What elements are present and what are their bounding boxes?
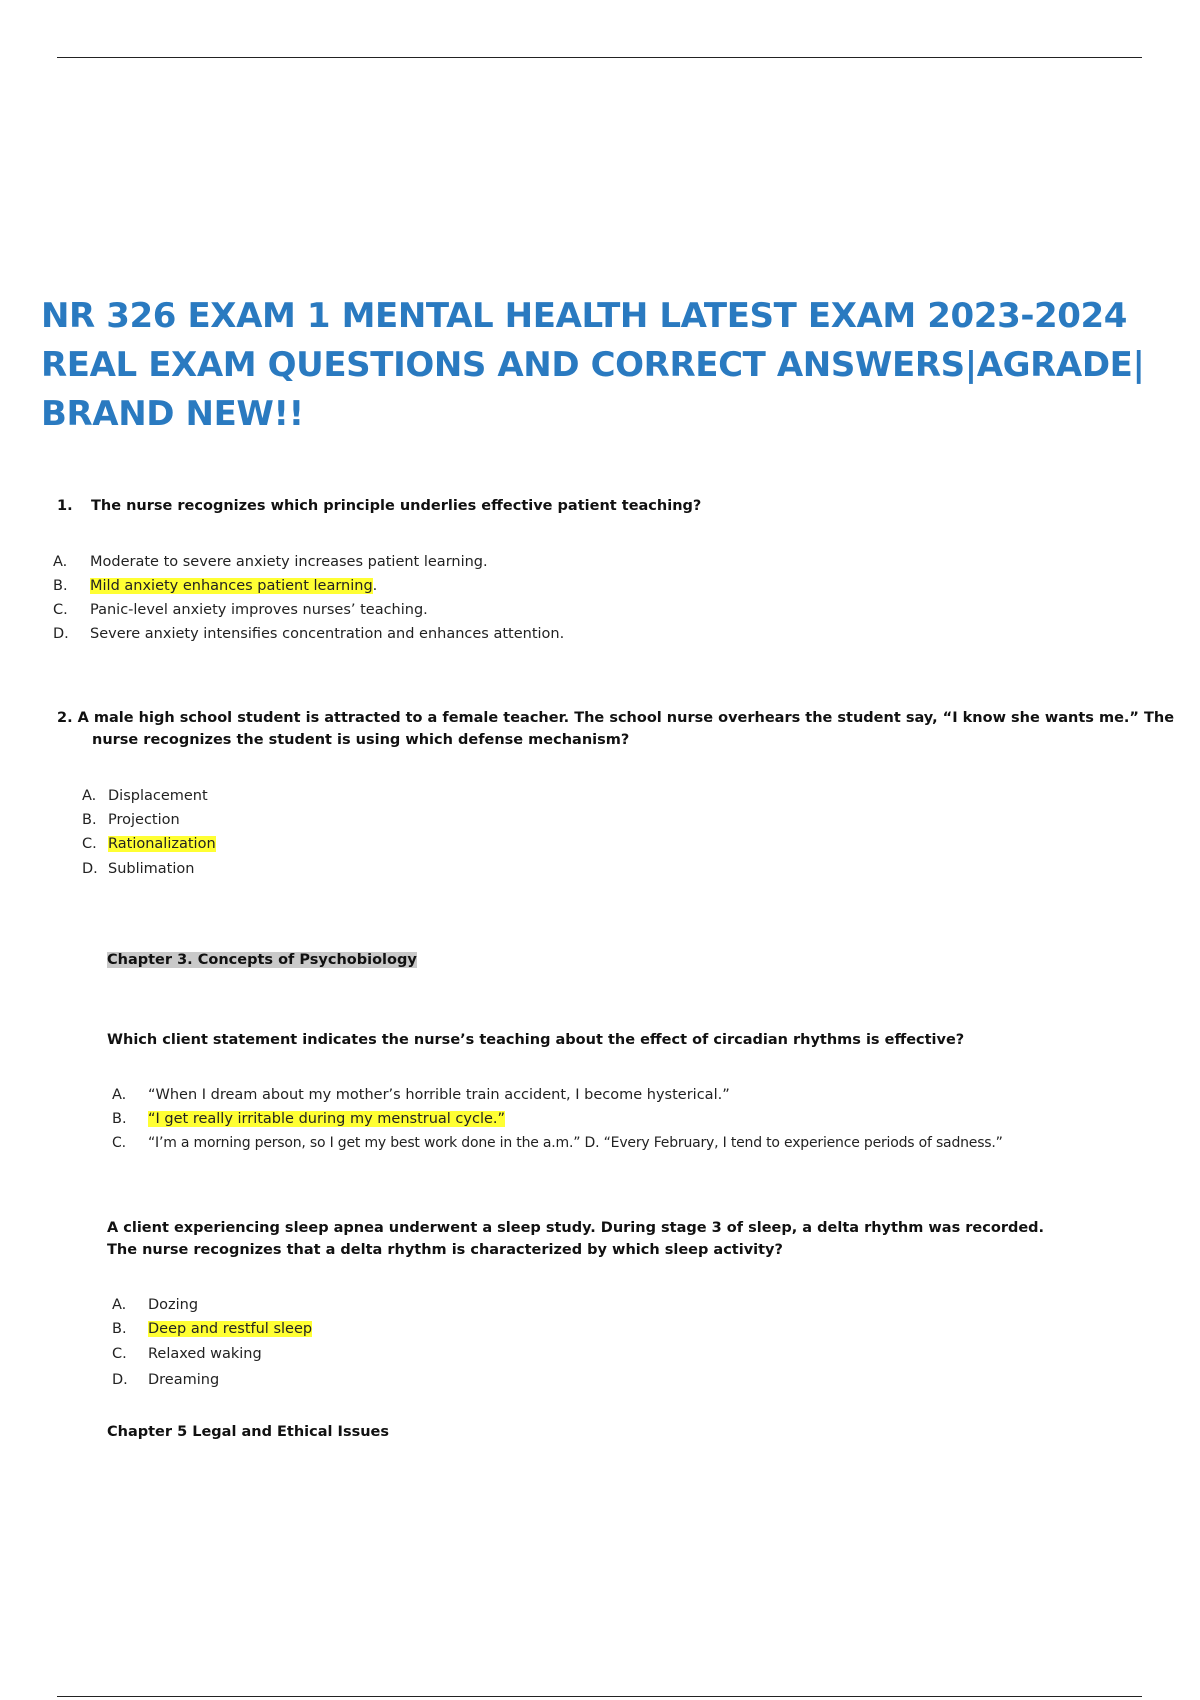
option-text: Dreaming bbox=[148, 1372, 220, 1388]
option-text: “When I dream about my mother’s horrible train accident, I become hysterical.” bbox=[148, 1087, 730, 1103]
answer-option bbox=[112, 1132, 1003, 1154]
answer-option-correct bbox=[112, 1108, 505, 1130]
chapter-heading bbox=[107, 1421, 389, 1443]
option-letter: A. bbox=[112, 1297, 127, 1313]
option-text-suffix: . bbox=[372, 578, 378, 594]
answer-option-correct bbox=[53, 575, 377, 597]
option-text: Severe anxiety intensifies concentration and enhances attention. bbox=[90, 626, 565, 642]
option-text-highlighted: Rationalization bbox=[108, 836, 216, 852]
answer-option bbox=[112, 1369, 219, 1391]
option-text: Panic-level anxiety improves nurses’ teaching. bbox=[90, 602, 428, 618]
option-text-highlighted: Deep and restful sleep bbox=[148, 1321, 313, 1337]
option-text: Moderate to severe anxiety increases patient learning. bbox=[90, 554, 488, 570]
option-text: Displacement bbox=[108, 788, 208, 804]
title-line: BRAND NEW!! bbox=[41, 394, 304, 434]
option-letter: B. bbox=[112, 1111, 127, 1127]
answer-option bbox=[112, 1343, 262, 1365]
question-1-text bbox=[57, 495, 701, 517]
option-text: Dozing bbox=[148, 1297, 199, 1313]
option-text: Sublimation bbox=[108, 861, 195, 877]
title-line: NR 326 EXAM 1 MENTAL HEALTH LATEST EXAM 2023-2024 bbox=[41, 296, 1128, 336]
answer-option bbox=[112, 1294, 198, 1316]
question-4-line-2: The nurse recognizes that a delta rhythm is characterized by which sleep activity? bbox=[107, 1242, 783, 1258]
question-number: 1. bbox=[57, 498, 73, 514]
chapter-heading-text: Chapter 3. Concepts of Psychobiology bbox=[107, 952, 417, 968]
option-letter: B. bbox=[82, 812, 97, 828]
answer-option-correct bbox=[112, 1318, 312, 1340]
question-2-line-2: nurse recognizes the student is using which defense mechanism? bbox=[92, 732, 630, 748]
answer-option-correct bbox=[82, 833, 216, 855]
answer-option bbox=[112, 1084, 730, 1106]
option-text: “I’m a morning person, so I get my best work done in the a.m.” D. “Every February, I tend to experience periods of sadness.” bbox=[148, 1135, 1003, 1151]
answer-option bbox=[82, 858, 194, 880]
answer-option bbox=[53, 551, 488, 573]
title-line: REAL EXAM QUESTIONS AND CORRECT ANSWERS|AGRADE| bbox=[41, 345, 1145, 385]
option-letter: C. bbox=[82, 836, 97, 852]
question-2-line-1: 2. A male high school student is attracted to a female teacher. The school nurse overhears the student say, “I know she wants me.” The bbox=[57, 710, 1175, 726]
answer-option bbox=[82, 809, 180, 831]
answer-option bbox=[53, 599, 428, 621]
option-text-highlighted: “I get really irritable during my menstrual cycle.” bbox=[148, 1111, 506, 1127]
chapter-heading-text: Chapter 5 Legal and Ethical Issues bbox=[107, 1424, 389, 1440]
option-letter: A. bbox=[112, 1087, 127, 1103]
document-title bbox=[41, 292, 1151, 439]
option-letter: C. bbox=[53, 602, 68, 618]
question-4-line-1: A client experiencing sleep apnea underwent a sleep study. During stage 3 of sleep, a delta rhythm was recorded. bbox=[107, 1220, 1045, 1236]
option-letter: A. bbox=[82, 788, 97, 804]
option-text-highlighted: Mild anxiety enhances patient learning bbox=[90, 578, 373, 594]
answer-option bbox=[53, 623, 564, 645]
option-letter: D. bbox=[82, 861, 98, 877]
answer-option bbox=[82, 785, 208, 807]
option-letter: C. bbox=[112, 1346, 127, 1362]
option-letter: B. bbox=[112, 1321, 127, 1337]
chapter-heading bbox=[107, 949, 417, 971]
option-letter: D. bbox=[112, 1372, 128, 1388]
question-3-text: Which client statement indicates the nurse’s teaching about the effect of circadian rhythms is effective? bbox=[107, 1032, 965, 1048]
option-text: Projection bbox=[108, 812, 180, 828]
question-stem: The nurse recognizes which principle underlies effective patient teaching? bbox=[91, 498, 702, 514]
bottom-rule bbox=[57, 1696, 1142, 1697]
top-rule bbox=[57, 57, 1142, 58]
option-letter: D. bbox=[53, 626, 69, 642]
option-letter: A. bbox=[53, 554, 68, 570]
option-letter: B. bbox=[53, 578, 68, 594]
option-letter: C. bbox=[112, 1135, 126, 1151]
option-text: Relaxed waking bbox=[148, 1346, 262, 1362]
